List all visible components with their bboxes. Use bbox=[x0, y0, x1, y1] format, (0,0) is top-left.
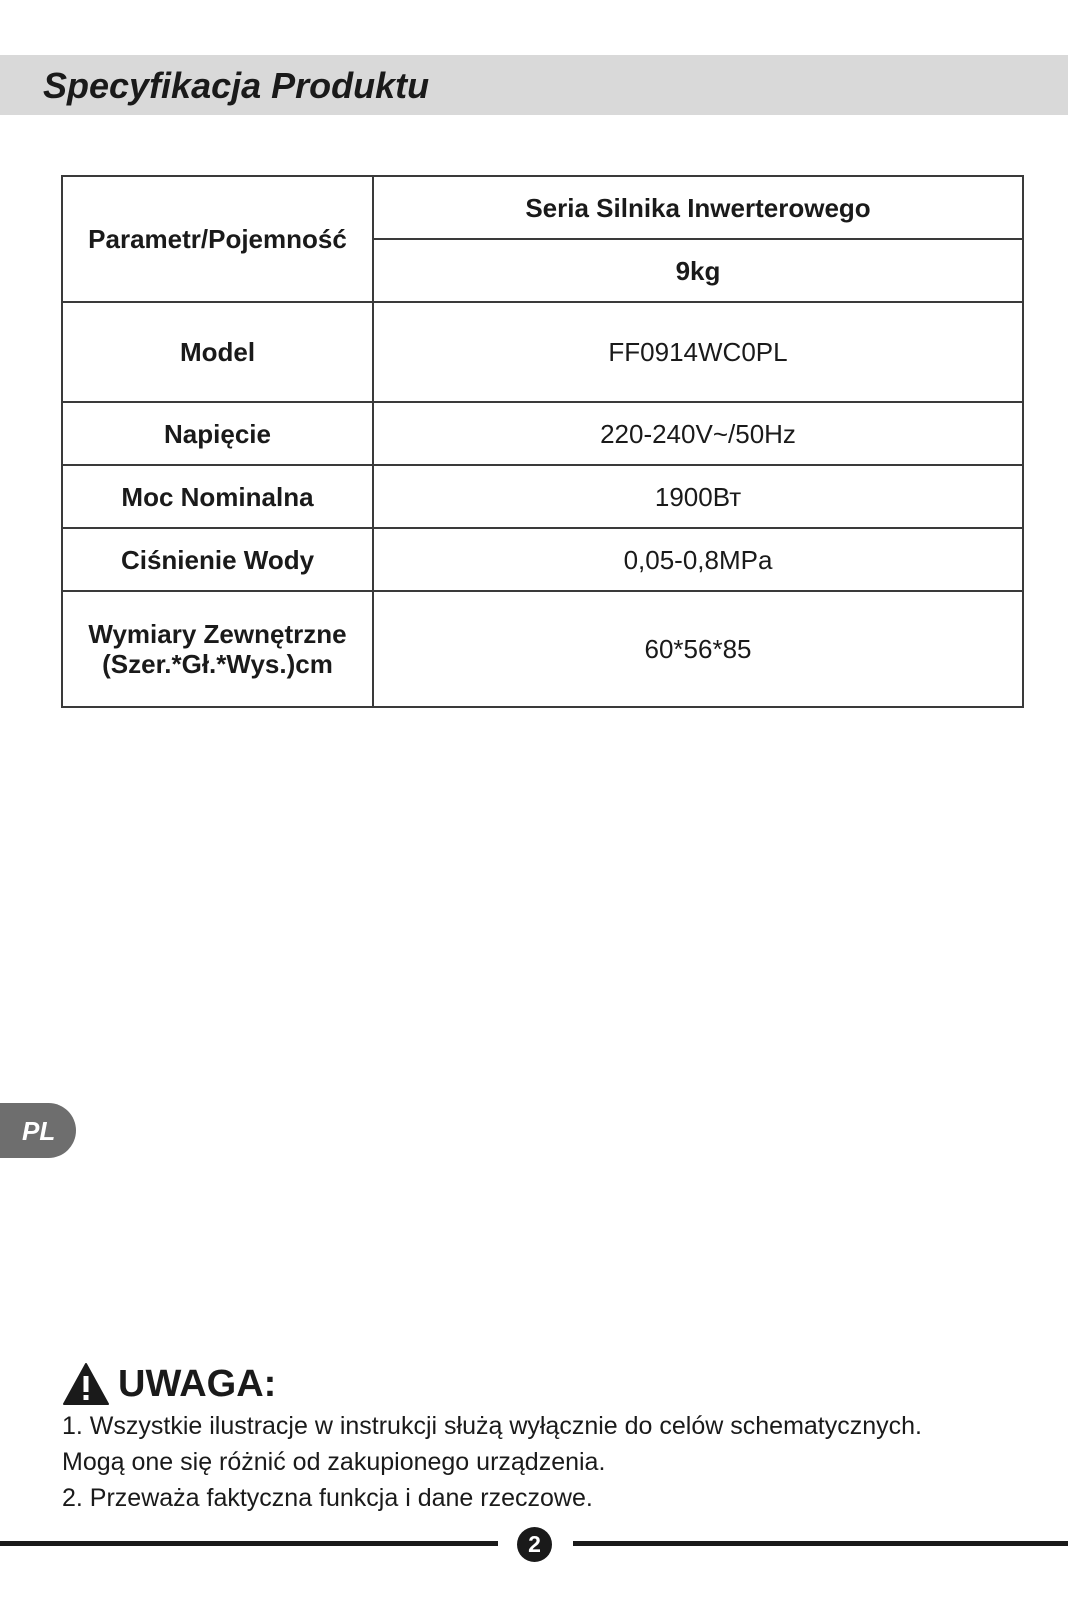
dimensions-value: 60*56*85 bbox=[373, 591, 1023, 707]
table-row bbox=[62, 402, 1023, 465]
warning-line: 1. Wszystkie ilustracje w instrukcji służą wyłącznie do celów schematycznych. bbox=[62, 1412, 922, 1440]
dimensions-label-cell bbox=[62, 591, 373, 707]
language-tab-label: PL bbox=[22, 1116, 56, 1146]
row-label: Ciśnienie Wody bbox=[62, 528, 373, 591]
table-row bbox=[62, 302, 1023, 402]
row-label: Model bbox=[62, 302, 373, 402]
series-header-cell: Seria Silnika Inwerterowego bbox=[373, 176, 1023, 239]
table-row bbox=[62, 465, 1023, 528]
row-value: 0,05-0,8MPa bbox=[373, 528, 1023, 591]
footer-divider-left bbox=[0, 1541, 498, 1546]
warning-triangle-icon bbox=[62, 1362, 110, 1406]
footer-divider-right bbox=[573, 1541, 1068, 1546]
spec-table bbox=[61, 175, 1024, 708]
warning-line: 2. Przeważa faktyczna funkcja i dane rzeczowe. bbox=[62, 1484, 593, 1512]
page-title: Specyfikacja Produktu bbox=[43, 65, 430, 106]
dimensions-label-line2: (Szer.*Gł.*Wys.)cm bbox=[102, 649, 333, 679]
warning-section bbox=[62, 1360, 1042, 1516]
row-value: FF0914WC0PL bbox=[373, 302, 1023, 402]
dimensions-label-line1: Wymiary Zewnętrzne bbox=[88, 619, 347, 649]
header-bar bbox=[0, 55, 1068, 115]
table-row bbox=[62, 528, 1023, 591]
warning-heading bbox=[62, 1360, 1042, 1408]
page-number: 2 bbox=[517, 1527, 552, 1562]
table-row-dimensions bbox=[62, 591, 1023, 707]
param-header-cell: Parametr/Pojemność bbox=[62, 176, 373, 302]
language-tab bbox=[0, 1103, 76, 1158]
warning-line: Mogą one się różnić od zakupionego urządzenia. bbox=[62, 1448, 606, 1476]
row-value: 220-240V~/50Hz bbox=[373, 402, 1023, 465]
row-label: Napięcie bbox=[62, 402, 373, 465]
capacity-cell: 9kg bbox=[373, 239, 1023, 302]
warning-title: UWAGA: bbox=[118, 1362, 277, 1405]
table-header-row bbox=[62, 176, 1023, 239]
row-value: 1900Вт bbox=[373, 465, 1023, 528]
row-label: Moc Nominalna bbox=[62, 465, 373, 528]
